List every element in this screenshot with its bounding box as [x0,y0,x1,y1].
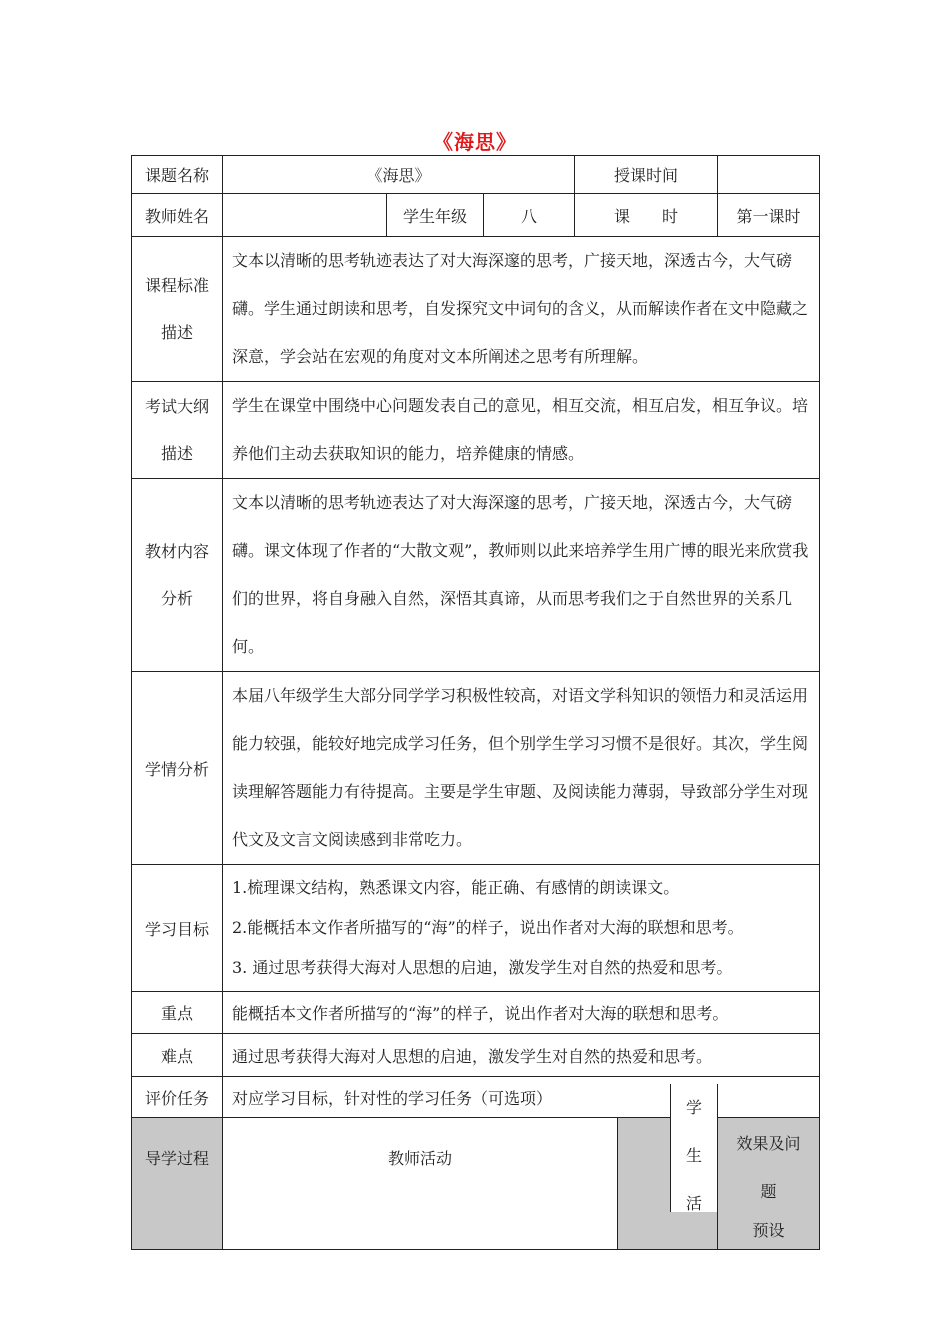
row-exam [132,382,820,479]
grade-value: 八 [484,194,575,237]
row-teacher [132,194,820,237]
effect-header [718,1118,820,1250]
class-time-value [718,156,820,194]
effect-line: 预设 [752,1221,785,1240]
process-label: 导学过程 [132,1118,223,1250]
material-label [132,479,223,672]
row-course-name [132,156,820,194]
row-key-point [132,992,820,1034]
teacher-activity-header: 教师活动 [223,1118,618,1250]
period-label: 课 时 [575,194,718,237]
situation-text: 本届八年级学生大部分同学学习积极性较高，对语文学科知识的领悟力和灵活运用能力较强，能较好地完成学习任务，但个别学生学习习惯不是很好。其次，学生阅读理解答题能力有待提高。主要是学生审题、及阅读能力薄弱，导致部分学生对现代文及文言文阅读感到非常吃力。 [223,672,820,865]
row-difficulty [132,1034,820,1077]
evaluation-text: 对应学习目标，针对性的学习任务（可选项） [223,1077,820,1118]
period-value: 第一课时 [718,194,820,237]
situation-label: 学情分析 [132,672,223,865]
goal-item: 2.能概括本文作者所描写的“海”的样子，说出作者对大海的联想和思考。 [232,918,744,937]
curriculum-label-b: 描述 [160,323,193,342]
grade-label: 学生年级 [387,194,484,237]
evaluation-label: 评价任务 [132,1077,223,1118]
exam-label-b: 描述 [160,444,193,463]
material-label-a: 教材内容 [144,542,209,561]
document-title: 《海思》 [433,130,517,154]
goal-item: 1.梳理课文结构，熟悉课文内容，能正确、有感情的朗读课文。 [232,878,680,897]
effect-line: 效果及问 [736,1134,801,1153]
key-point-text: 能概括本文作者所描写的“海”的样子，说出作者对大海的联想和思考。 [223,992,820,1034]
goal-item: 3. 通过思考获得大海对人思想的启迪，激发学生对自然的热爱和思考。 [232,958,733,977]
student-activity-char: 活 [685,1194,702,1213]
teacher-name-label: 教师姓名 [132,194,223,237]
material-label-b: 分析 [160,589,193,608]
goals-list [223,865,820,992]
course-name-label: 课题名称 [132,156,223,194]
class-time-label: 授课时间 [575,156,718,194]
student-activity-char: 生 [685,1146,702,1165]
row-situation [132,672,820,865]
curriculum-label [132,237,223,382]
curriculum-text: 文本以清晰的思考轨迹表达了对大海深邃的思考，广接天地，深透古今，大气磅礴。学生通过朗读和思考，自发探究文中词句的含义，从而解读作者在文中隐藏之深意，学会站在宏观的角度对文本所阐述之思考有所理解。 [223,237,820,382]
course-name-value: 《海思》 [223,156,575,194]
effect-line: 题 [760,1182,777,1201]
teacher-name-value [223,194,387,237]
exam-label [132,382,223,479]
curriculum-label-a: 课程标准 [144,276,209,295]
student-activity-char: 学 [685,1098,702,1117]
difficulty-text: 通过思考获得大海对人思想的启迪，激发学生对自然的热爱和思考。 [223,1034,820,1077]
row-curriculum [132,237,820,382]
exam-text: 学生在课堂中围绕中心问题发表自己的意见，相互交流，相互启发，相互争议。培养他们主动去获取知识的能力，培养健康的情感。 [223,382,820,479]
row-material [132,479,820,672]
key-point-label: 重点 [132,992,223,1034]
difficulty-label: 难点 [132,1034,223,1077]
student-activity-header [670,1084,718,1212]
exam-label-a: 考试大纲 [144,397,209,416]
row-goals [132,865,820,992]
material-text: 文本以清晰的思考轨迹表达了对大海深邃的思考，广接天地，深透古今，大气磅礴。课文体现了作者的“大散文观”，教师则以此来培养学生用广博的眼光来欣赏我们的世界，将自身融入自然，深悟其真谛，从而思考我们之于自然世界的关系几何。 [223,479,820,672]
goals-label: 学习目标 [132,865,223,992]
